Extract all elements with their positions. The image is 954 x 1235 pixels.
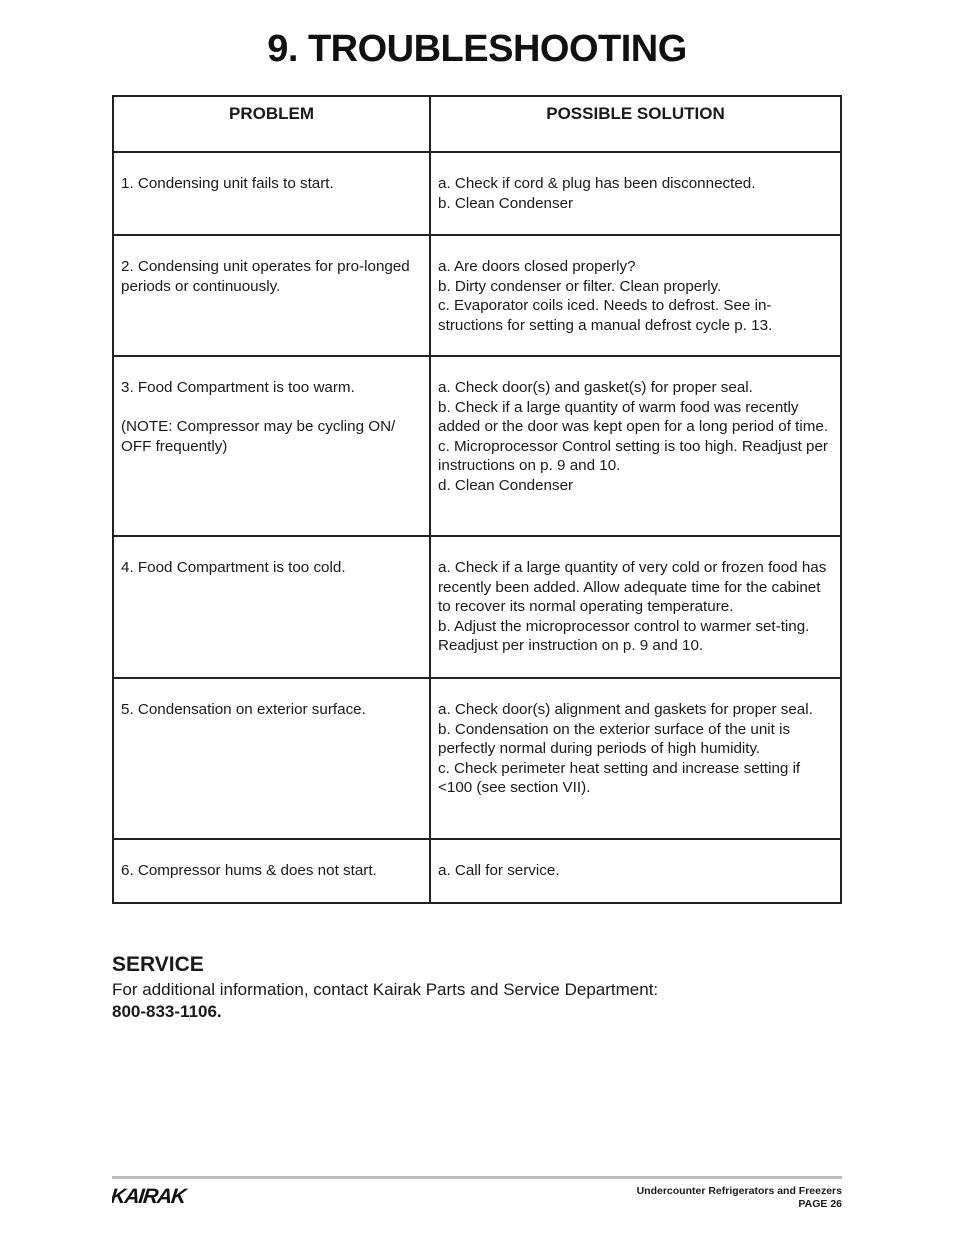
header-solution: POSSIBLE SOLUTION xyxy=(430,96,841,152)
footer-doc-title: Undercounter Refrigerators and Freezers xyxy=(636,1185,842,1197)
service-phone: 800-833-1106. xyxy=(112,1002,222,1021)
solution-text: c. Microprocessor Control setting is too high. Readjust per instructions on p. 9 and 10. xyxy=(438,437,828,475)
footer-info xyxy=(637,1185,842,1211)
logo-wordmark: KAIRAK xyxy=(112,1185,187,1206)
problem-text: 5. Condensation on exterior surface. xyxy=(121,701,366,718)
solution-text: a. Check if a large quantity of very cold or frozen food has recently been added. Allow adequate time for the cabinet to recover its normal operating temperature. xyxy=(438,559,827,616)
solution-text: c. Evaporator coils iced. Needs to defrost. See in-structions for setting a manual defrost cycle p. 13. xyxy=(438,297,773,334)
footer-divider xyxy=(112,1176,842,1179)
solution-text: c. Check perimeter heat setting and increase setting if <100 (see section VII). xyxy=(438,759,801,797)
solution-text: a. Check door(s) and gasket(s) for proper seal. xyxy=(438,379,753,396)
table-row xyxy=(113,536,841,678)
solution-text: b. Condensation on the exterior surface of the unit is perfectly normal during periods of high humidity. xyxy=(438,720,791,758)
kairak-logo-mark xyxy=(112,1184,194,1206)
solution-text: a. Check if cord & plug has been disconnected. xyxy=(438,175,756,192)
header-problem: PROBLEM xyxy=(113,96,430,152)
solution-text: a. Are doors closed properly? xyxy=(438,258,636,275)
problem-text: 1. Condensing unit fails to start. xyxy=(121,175,334,192)
solution-text: b. Clean Condenser xyxy=(438,194,574,212)
troubleshooting-table xyxy=(112,95,842,904)
table-row xyxy=(113,356,841,536)
table-row xyxy=(113,235,841,356)
solution-text: b. Adjust the microprocessor control to warmer set-ting. Readjust per instruction on p. 9 and 10. xyxy=(438,617,810,655)
table-row xyxy=(113,678,841,839)
problem-note: (NOTE: Compressor may be cycling ON/ OFF frequently) xyxy=(121,418,396,455)
problem-text: 2. Condensing unit operates for pro-longed periods or continuously. xyxy=(121,258,410,295)
table-row xyxy=(113,839,841,903)
solution-text: a. Call for service. xyxy=(438,862,560,879)
problem-text: 3. Food Compartment is too warm. xyxy=(121,379,355,396)
table-header-row xyxy=(113,96,841,152)
table-row xyxy=(113,152,841,235)
problem-text: 4. Food Compartment is too cold. xyxy=(121,559,346,576)
footer-page-number: PAGE 26 xyxy=(798,1198,842,1210)
page-title: 9. TROUBLESHOOTING xyxy=(267,28,687,70)
service-text: For additional information, contact Kairak Parts and Service Department: xyxy=(112,980,659,999)
solution-text: b. Check if a large quantity of warm food was recently added or the door was kept open for a long period of time. xyxy=(438,398,829,436)
problem-text: 6. Compressor hums & does not start. xyxy=(121,862,377,879)
solution-text: d. Clean Condenser xyxy=(438,476,574,494)
solution-text: b. Dirty condenser or filter. Clean properly. xyxy=(438,277,722,295)
solution-text: a. Check door(s) alignment and gaskets for proper seal. xyxy=(438,701,813,718)
service-heading: SERVICE xyxy=(112,953,204,976)
kairak-logo xyxy=(112,1184,194,1211)
